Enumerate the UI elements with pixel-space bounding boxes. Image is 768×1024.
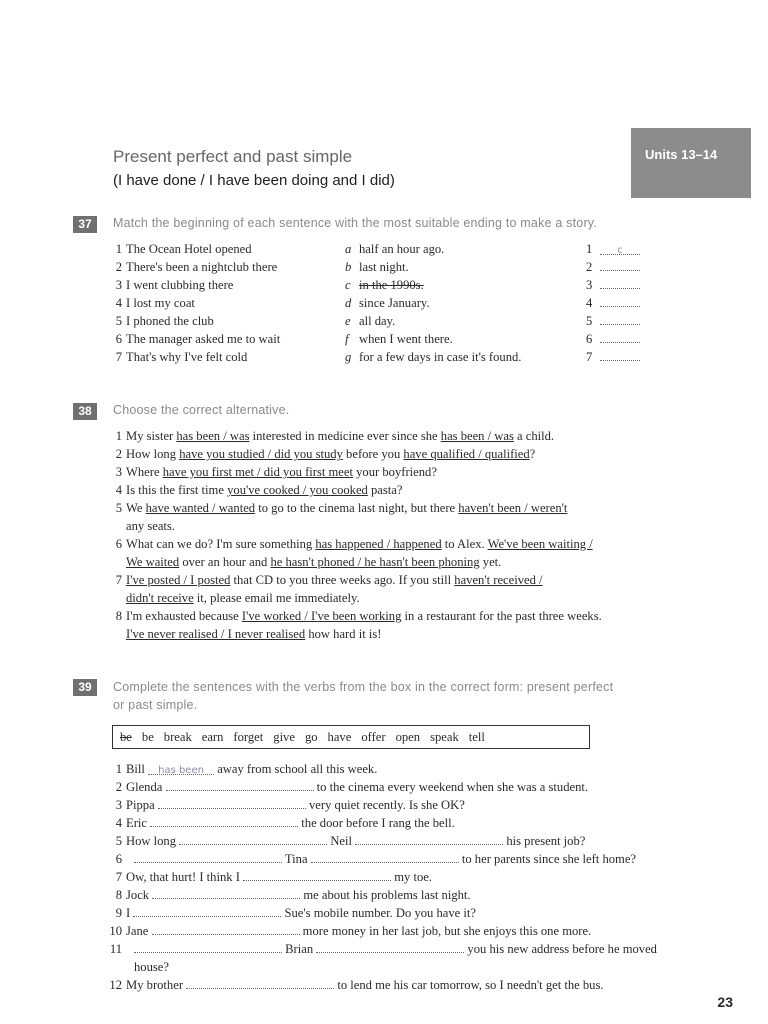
answer-blank[interactable] <box>600 276 640 289</box>
sentence-item: 5 We have wanted / wanted to go to the cinema last night, but there haven't been / weren't <box>115 501 568 515</box>
answer-slot: 6 <box>586 330 640 348</box>
gap-sentence: 6 Tina to her parents since she left home? <box>115 852 637 866</box>
ending-item: g for a few days in case it's found. <box>345 350 522 364</box>
answer-blank[interactable] <box>186 976 334 989</box>
alternative-choice[interactable]: have qualified / qualified <box>403 447 530 461</box>
alternative-choice[interactable]: haven't received / <box>454 573 543 587</box>
exercise-37-endings <box>345 240 521 366</box>
ending-item: b last night. <box>345 260 409 274</box>
verb-word: have <box>327 730 352 744</box>
beginning-item: 7 That's why I've felt cold <box>115 350 248 364</box>
verb-word: speak <box>430 730 459 744</box>
sentence-item: 3 Where have you first met / did you first meet your boyfriend? <box>115 465 437 479</box>
answer-blank[interactable] <box>355 832 503 845</box>
sentence-item: 1 My sister has been / was interested in medicine ever since she has been / was a child. <box>115 429 555 443</box>
alternative-choice[interactable]: has been / was <box>440 429 514 443</box>
alternative-choice[interactable]: haven't been / weren't <box>458 501 568 515</box>
answer-blank[interactable] <box>600 258 640 271</box>
verb-word-used: be <box>120 730 132 744</box>
answer-blank[interactable] <box>150 814 298 827</box>
ending-item: a half an hour ago. <box>345 242 445 256</box>
verb-word: be <box>141 730 154 744</box>
page-title: Present perfect and past simple <box>113 147 353 166</box>
verb-word: forget <box>233 730 264 744</box>
answer-blank[interactable] <box>316 940 464 953</box>
gap-sentence: 1 Bill has been away from school all this week. <box>115 762 378 776</box>
page-subtitle: (I have done / I have been doing and I did) <box>113 172 395 189</box>
gap-sentence: 9 I Sue's mobile number. Do you have it? <box>115 906 476 920</box>
verb-box-words <box>113 726 589 748</box>
units-label: Units 13–14 <box>645 147 718 162</box>
answer-slot: 1 c <box>586 240 640 258</box>
alternative-choice[interactable]: has been / <box>176 429 230 443</box>
gap-sentence: 5 How long Neil his present job? <box>115 834 586 848</box>
answer-blank[interactable] <box>600 330 640 343</box>
answer-blank[interactable] <box>134 850 282 863</box>
alternative-choice[interactable]: you've cooked / you cooked <box>227 483 368 497</box>
sentence-item: 6 What can we do? I'm sure something has happened / happened to Alex. We've been waiting / <box>115 537 593 551</box>
units-badge <box>631 128 751 198</box>
sentence-item: 2 How long have you studied / did you study before you have qualified / qualified? <box>115 447 536 461</box>
sentence-continuation: We waited over an hour and he hasn't phoned / he hasn't been phoning yet. <box>126 555 502 569</box>
answer-blank[interactable] <box>243 868 391 881</box>
alternative-choice[interactable]: I've never realised / I never realised <box>126 627 306 641</box>
ending-item: d since January. <box>345 296 430 310</box>
alternative-choice[interactable]: We've been waiting / <box>487 537 593 551</box>
exercise-39-instruction-cont: or past simple. <box>113 698 198 712</box>
sentence-continuation: I've never realised / I never realised how hard it is! <box>126 627 382 641</box>
exercise-38-sentences <box>110 427 602 643</box>
answer-slot: 7 <box>586 348 640 366</box>
answer-slot: 3 <box>586 276 640 294</box>
answer-blank[interactable] <box>133 904 281 917</box>
gap-sentence: 3 Pippa very quiet recently. Is she OK? <box>115 798 465 812</box>
gap-sentence: 2 Glenda to the cinema every weekend when she was a student. <box>115 780 589 794</box>
gap-sentence: 8 Jock me about his problems last night. <box>115 888 471 902</box>
verb-word: tell <box>468 730 485 744</box>
answer-blank[interactable]: has been <box>148 762 214 775</box>
sentence-item: 4 Is this the first time you've cooked / you cooked pasta? <box>115 483 403 497</box>
sentence-item: 8 I'm exhausted because I've worked / I've been working in a restaurant for the past three weeks. <box>115 609 602 623</box>
alternative-choice[interactable]: didn't receive <box>126 591 194 605</box>
gap-sentence: 11 Brian you his new address before he moved <box>109 942 657 956</box>
alternative-choice[interactable]: I've worked / I've been working <box>241 609 402 623</box>
beginning-item: 5 I phoned the club <box>115 314 214 328</box>
exercise-37-beginnings <box>110 240 280 366</box>
ending-item: e all day. <box>345 314 396 328</box>
verb-word: earn <box>201 730 224 744</box>
answer-blank[interactable] <box>179 832 327 845</box>
answer-slot: 5 <box>586 312 640 330</box>
alternative-choice[interactable]: I've posted / I posted <box>126 573 231 587</box>
alternative-choice[interactable]: he hasn't phoned / he hasn't been phoning <box>270 555 480 569</box>
verb-box <box>112 725 590 749</box>
ending-item: f when I went there. <box>345 332 453 346</box>
beginning-item: 1 The Ocean Hotel opened <box>115 242 252 256</box>
beginning-item: 3 I went clubbing there <box>115 278 234 292</box>
exercise-39-number: 39 <box>73 679 97 696</box>
verb-word: go <box>304 730 318 744</box>
alternative-choice[interactable]: have you studied / did you study <box>179 447 343 461</box>
exercise-38-instruction: Choose the correct alternative. <box>113 403 290 417</box>
sentence-item: 7 I've posted / I posted that CD to you three weeks ago. If you still haven't received / <box>115 573 543 587</box>
sentence-continuation: didn't receive it, please email me immediately. <box>126 591 360 605</box>
answer-blank[interactable] <box>600 294 640 307</box>
page-number: 23 <box>717 994 733 1010</box>
answer-slot: 4 <box>586 294 640 312</box>
verb-word: offer <box>361 730 386 744</box>
alternative-choice[interactable]: has happened / happened <box>315 537 442 551</box>
answer-blank[interactable] <box>600 348 640 361</box>
answer-blank[interactable] <box>166 778 314 791</box>
exercise-38-number: 38 <box>73 403 97 420</box>
exercise-39-sentences <box>106 760 657 994</box>
exercise-37-number: 37 <box>73 216 97 233</box>
gap-sentence: 10 Jane more money in her last job, but she enjoys this one more. <box>109 924 592 938</box>
verb-word: open <box>395 730 421 744</box>
beginning-item: 2 There's been a nightclub there <box>115 260 278 274</box>
alternative-choice[interactable]: have wanted / wanted <box>145 501 256 515</box>
verb-word: break <box>163 730 192 744</box>
exercise-37-instruction: Match the beginning of each sentence with the most suitable ending to make a story. <box>113 216 598 230</box>
beginning-item: 4 I lost my coat <box>115 296 195 310</box>
sentence-continuation: any seats. <box>126 519 175 533</box>
gap-sentence: 12 My brother to lend me his car tomorrow, so I needn't get the bus. <box>109 978 604 992</box>
alternative-choice[interactable]: We waited <box>126 555 180 569</box>
exercise-39-instruction: Complete the sentences with the verbs from the box in the correct form: present perfect <box>113 680 614 694</box>
answer-blank[interactable] <box>600 312 640 325</box>
answer-blank[interactable] <box>152 922 300 935</box>
alternative-choice[interactable]: have you first met / did you first meet <box>162 465 353 479</box>
answer-blank[interactable] <box>134 940 282 953</box>
exercise-37-answers <box>586 240 640 366</box>
answer-blank[interactable] <box>311 850 459 863</box>
answer-blank[interactable]: c <box>600 242 640 255</box>
answer-slot: 2 <box>586 258 640 276</box>
alternative-choice[interactable]: was <box>229 429 250 443</box>
gap-sentence: 4 Eric the door before I rang the bell. <box>115 816 455 830</box>
sentence-continuation: house? <box>134 960 169 974</box>
gap-sentence: 7 Ow, that hurt! I think I my toe. <box>115 870 432 884</box>
answer-blank[interactable] <box>152 886 300 899</box>
ending-item-struck: c in the 1990s. <box>345 278 424 292</box>
beginning-item: 6 The manager asked me to wait <box>115 332 281 346</box>
answer-blank[interactable] <box>158 796 306 809</box>
verb-word: give <box>273 730 295 744</box>
